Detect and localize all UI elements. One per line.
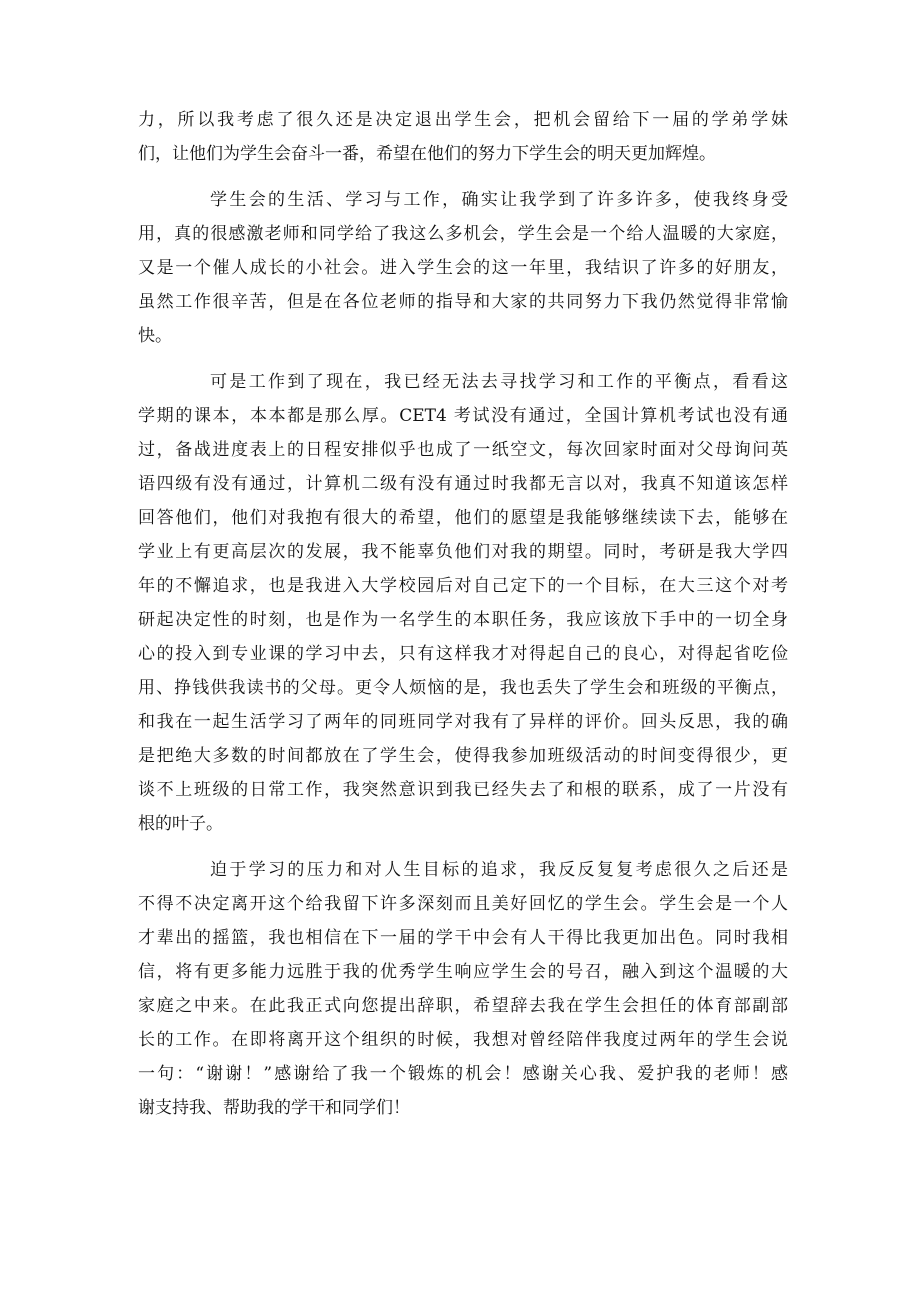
text-line: 快。	[138, 326, 172, 346]
text-line: 可是工作到了现在，我已经无法去寻找学习和工作的平衡点，看看这	[210, 372, 788, 392]
text-line: 研起决定性的时刻，也是作为一名学生的本职任务，我应该放下手中的一切全身	[138, 610, 788, 630]
text-line: 信，将有更多能力远胜于我的优秀学生响应学生会的号召，融入到这个温暖的大	[138, 962, 788, 982]
text-line: 一句：“谢谢！”感谢给了我一个锻炼的机会！感谢关心我、爱护我的老师！感	[138, 1064, 788, 1084]
text-line: 家庭之中来。在此我正式向您提出辞职，希望辞去我在学生会担任的体育部副部	[138, 996, 788, 1016]
text-line: 长的工作。在即将离开这个组织的时候，我想对曾经陪伴我度过两年的学生会说	[138, 1030, 788, 1050]
text-line: 们，让他们为学生会奋斗一番，希望在他们的努力下学生会的明天更加辉煌。	[138, 144, 716, 164]
text-line: 学生会的生活、学习与工作，确实让我学到了许多许多，使我终身受	[210, 190, 788, 210]
text-line: 又是一个催人成长的小社会。进入学生会的这一年里，我结识了许多的好朋友，	[138, 258, 788, 278]
text-line: 用、挣钱供我读书的父母。更令人烦恼的是，我也丢失了学生会和班级的平衡点，	[138, 678, 788, 698]
text-line: 才辈出的摇篮，我也相信在下一届的学干中会有人干得比我更加出色。同时我相	[138, 928, 788, 948]
text-line: 学业上有更高层次的发展，我不能辜负他们对我的期望。同时，考研是我大学四	[138, 542, 788, 562]
text-line: 心的投入到专业课的学习中去，只有这样我才对得起自己的良心，对得起省吃俭	[138, 644, 788, 664]
text-line: 迫于学习的压力和对人生目标的追求，我反反复复考虑很久之后还是	[210, 860, 788, 880]
text-line: 力，所以我考虑了很久还是决定退出学生会，把机会留给下一届的学弟学妹	[138, 110, 788, 130]
text-line: 不得不决定离开这个给我留下许多深刻而且美好回忆的学生会。学生会是一个人	[138, 894, 788, 914]
paragraph-4	[138, 853, 788, 1125]
text-line: 回答他们，他们对我抱有很大的希望，他们的愿望是我能够继续读下去，能够在	[138, 508, 788, 528]
paragraph-3	[138, 365, 788, 841]
paragraph-2	[138, 183, 788, 353]
text-line: 语四级有没有通过，计算机二级有没有通过时我都无言以对，我真不知道该怎样	[138, 474, 788, 494]
text-line: 根的叶子。	[138, 814, 223, 834]
text-line: 用，真的很感激老师和同学给了我这么多机会，学生会是一个给人温暖的大家庭，	[138, 224, 788, 244]
text-line: 和我在一起生活学习了两年的同班同学对我有了异样的评价。回头反思，我的确	[138, 712, 788, 732]
text-line: 年的不懈追求，也是我进入大学校园后对自己定下的一个目标，在大三这个对考	[138, 576, 788, 596]
text-line: 学期的课本，本本都是那么厚。CET4 考试没有通过，全国计算机考试也没有通	[138, 406, 788, 426]
text-line: 过，备战进度表上的日程安排似乎也成了一纸空文，每次回家时面对父母询问英	[138, 440, 788, 460]
text-line: 是把绝大多数的时间都放在了学生会，使得我参加班级活动的时间变得很少，更	[138, 746, 788, 766]
text-line: 虽然工作很辛苦，但是在各位老师的指导和大家的共同努力下我仍然觉得非常愉	[138, 292, 788, 312]
text-line: 谈不上班级的日常工作，我突然意识到我已经失去了和根的联系，成了一片没有	[138, 780, 788, 800]
document-body	[138, 103, 788, 1125]
text-line: 谢支持我、帮助我的学干和同学们！	[138, 1098, 410, 1118]
paragraph-1	[138, 103, 788, 171]
